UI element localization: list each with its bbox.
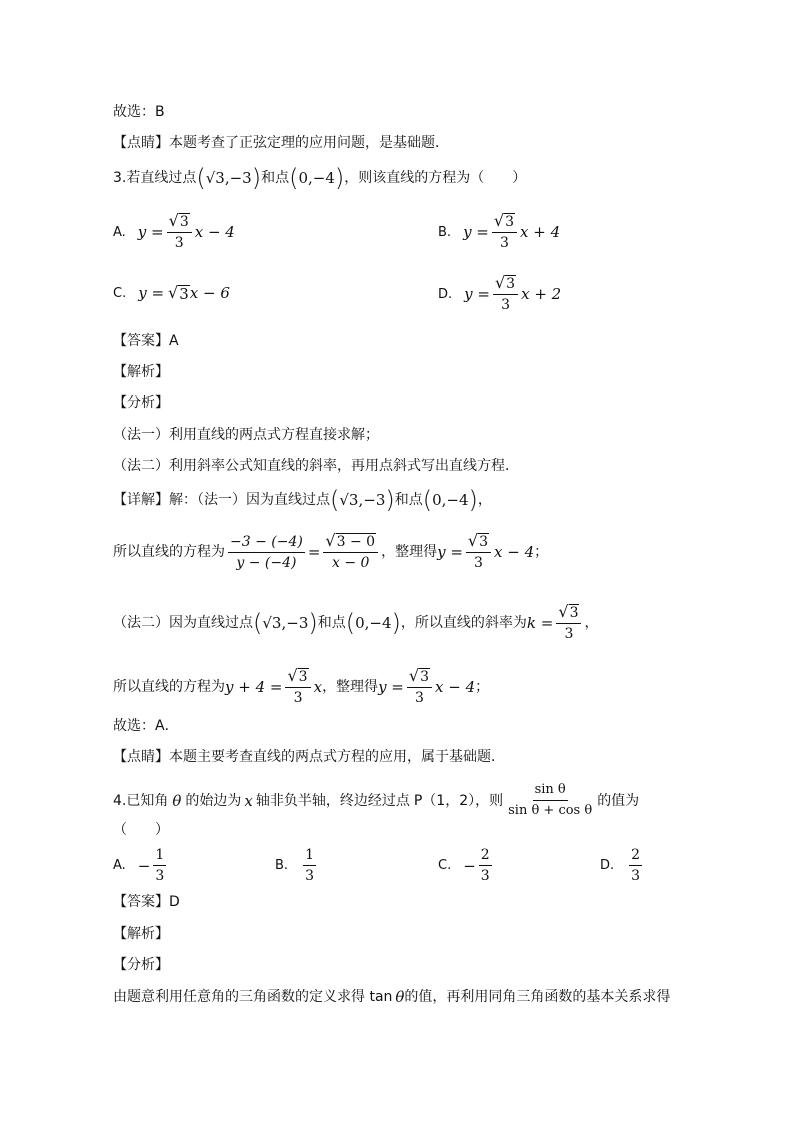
eq-y: y = (437, 543, 463, 561)
q3-point1: √3,−3 (205, 169, 252, 187)
option-rhs: x + 2 (521, 285, 562, 303)
m2-point2: 0,−4 (355, 614, 392, 632)
frac-num: 3 (505, 214, 514, 230)
paren-close: ) (308, 609, 318, 637)
detail-tail: ， (477, 492, 492, 508)
frac-num: 2 (629, 846, 642, 866)
q3-jiexi: 【解析】 (113, 364, 169, 380)
theta-symbol: θ (172, 791, 182, 810)
fraction: √ 3 3 (492, 212, 517, 252)
eq-post: x − 4 (494, 543, 535, 561)
frac-den: 3 (499, 235, 509, 251)
m2-end: ， (584, 615, 599, 631)
q3-option-d[interactable] (438, 274, 561, 314)
option-lhs: y = (137, 223, 164, 241)
option-label: A. (113, 224, 126, 240)
q3-method2: （法二）利用斜率公式知直线的斜率，再用点斜式写出直线方程． (113, 458, 519, 474)
prev-comment: 【点睛】本题考查了正弦定理的应用问题，是基础题． (113, 135, 449, 151)
option-rhs: x + 4 (520, 223, 561, 241)
option-sign: − (463, 856, 476, 875)
paren-close: ) (251, 164, 262, 192)
option-sign: − (137, 856, 151, 875)
frac-num: 1 (303, 846, 316, 866)
q4-point: P（1，2），则 (413, 792, 504, 809)
eq2-post: x − 4 (435, 678, 476, 696)
equals-sign: = (307, 543, 321, 561)
fraction (153, 846, 166, 885)
q4-option-c[interactable] (438, 846, 495, 885)
q3-fenxi: 【分析】 (113, 395, 169, 411)
option-label: B. (438, 224, 452, 240)
theta-symbol: θ (395, 988, 405, 1006)
q4-option-d[interactable] (600, 846, 645, 885)
q3-choice: 故选：A． (113, 718, 179, 734)
sqrt-radicand: 3 (179, 285, 189, 303)
x-variable: x (244, 791, 253, 810)
paren-close: ) (385, 486, 395, 514)
q4-analysis (113, 987, 670, 1007)
eq-mid: ，整理得 (381, 544, 438, 560)
q3-answer: 【答案】A (113, 333, 179, 349)
q3-method2-line (113, 603, 598, 643)
paren-open: ( (289, 164, 299, 192)
frac-num: sin θ (533, 781, 568, 801)
frac-den: x − 0 (332, 555, 370, 571)
option-lhs: y = (464, 285, 490, 303)
analysis-tail: 的值，再利用同角三角函数的基本关系求得 (404, 989, 671, 1005)
paren-open: ( (330, 486, 340, 514)
q3-point2: 0,−4 (298, 169, 335, 187)
q4-lead: 4.已知角 (113, 792, 169, 809)
q4-mid2: 轴非负半轴，终边经过点 (255, 792, 410, 809)
paren-close: ) (391, 609, 401, 637)
option-label: D. (600, 858, 615, 873)
m2-point1: √3,−3 (262, 614, 309, 632)
detail-point1: √3,−3 (339, 491, 386, 509)
eq-lead: 所以直线的方程为 (113, 544, 225, 560)
option-label: C. (438, 858, 452, 873)
eq2-end: ； (475, 679, 490, 695)
fraction: √ 3 3 (167, 212, 192, 252)
frac-den: 3 (480, 868, 490, 884)
q4-option-b[interactable] (275, 846, 319, 885)
m2-mid: ，所以直线的斜率为 (400, 615, 527, 631)
analysis-text: 由题意利用任意角的三角函数的定义求得 tan (113, 989, 393, 1005)
option-label: B. (275, 858, 289, 873)
eq2-mid: ，整理得 (322, 679, 379, 695)
q4-answer: 【答案】D (113, 894, 180, 910)
option-label: D. (438, 286, 453, 302)
paren-open: ( (253, 609, 263, 637)
q3-option-b[interactable] (438, 212, 560, 252)
fraction: √ 3 3 (493, 274, 518, 314)
fraction (479, 846, 492, 885)
paren-close: ) (468, 486, 478, 514)
fraction: √ 3 3 (556, 603, 581, 643)
frac-den: y − (−4) (236, 554, 297, 571)
fraction-two-point-left (228, 533, 305, 572)
option-label: A. (113, 858, 126, 873)
frac-den: 3 (174, 235, 184, 251)
fraction: √ 3 3 (407, 667, 432, 707)
eq2-x: x (313, 678, 323, 696)
trig-fraction (506, 781, 594, 820)
eq2-left: y + 4 = (225, 678, 283, 696)
q3-lead: 3.若直线过点 (113, 170, 197, 186)
q4-paren: （ ） (113, 822, 169, 838)
q3-eq-line1 (113, 532, 548, 572)
fraction: √ 3 3 (285, 667, 310, 707)
q3-eq-line2 (113, 667, 489, 707)
detail-point2: 0,−4 (432, 491, 469, 509)
frac-den: 3 (501, 297, 510, 313)
q3-stem (113, 166, 526, 190)
paren-open: ( (345, 609, 356, 637)
q4-mid1: 的始边为 (185, 792, 242, 809)
q3-method1: （法一）利用直线的两点式方程直接求解； (113, 427, 379, 443)
q3-detail-lead (113, 488, 492, 512)
fraction: √ 3 3 (466, 532, 491, 572)
frac-den: sin θ + cos θ (508, 803, 593, 818)
m2-lead: （法二）因为直线过点 (113, 615, 253, 631)
q3-option-a[interactable] (113, 212, 235, 252)
prev-choice: 故选：B (113, 104, 165, 120)
frac-num: 2 (479, 846, 492, 866)
detail-text: 【详解】解：（法一）因为直线过点 (113, 492, 330, 508)
option-label: C. (113, 285, 127, 301)
option-rhs: x − 4 (194, 223, 235, 241)
q4-tail: 的值为 (597, 792, 640, 809)
fraction-two-point-right: √ 3 − 0 x − 0 (323, 532, 378, 572)
q4-fenxi: 【分析】 (113, 957, 169, 973)
frac-num: 3 (506, 276, 516, 292)
option-lhs: y = (138, 284, 165, 302)
frac-num: 3 − 0 (336, 534, 376, 550)
detail-and: 和点 (394, 492, 423, 508)
q3-option-c[interactable]: C. y = √ 3 x − 6 (113, 283, 230, 303)
fraction (629, 846, 642, 885)
q4-stem (113, 781, 639, 820)
m2-and: 和点 (317, 615, 346, 631)
frac-num: −3 − (−4) (228, 533, 305, 553)
fraction (303, 846, 316, 885)
q3-and: 和点 (261, 170, 290, 186)
q4-option-a[interactable] (113, 846, 169, 885)
q4-jiexi: 【解析】 (113, 926, 169, 942)
frac-num: 3 (179, 214, 189, 230)
paren-open: ( (196, 164, 206, 192)
q3-comment: 【点睛】本题主要考查直线的两点式方程的应用，属于基础题． (113, 749, 505, 765)
q3-tail: ，则该直线的方程为（ ） (344, 170, 527, 186)
frac-num: 1 (153, 846, 166, 866)
paren-open: ( (422, 486, 433, 514)
eq2-lead: 所以直线的方程为 (113, 679, 225, 695)
frac-den: 3 (155, 868, 165, 884)
frac-den: 3 (631, 868, 641, 884)
eq-end: ； (534, 544, 549, 560)
frac-den: 3 (305, 868, 314, 884)
paren-close: ) (334, 164, 345, 192)
option-rhs: x − 6 (189, 284, 230, 302)
slope-k: k = (526, 614, 554, 632)
eq2-y: y = (378, 678, 404, 696)
option-lhs: y = (463, 223, 489, 241)
